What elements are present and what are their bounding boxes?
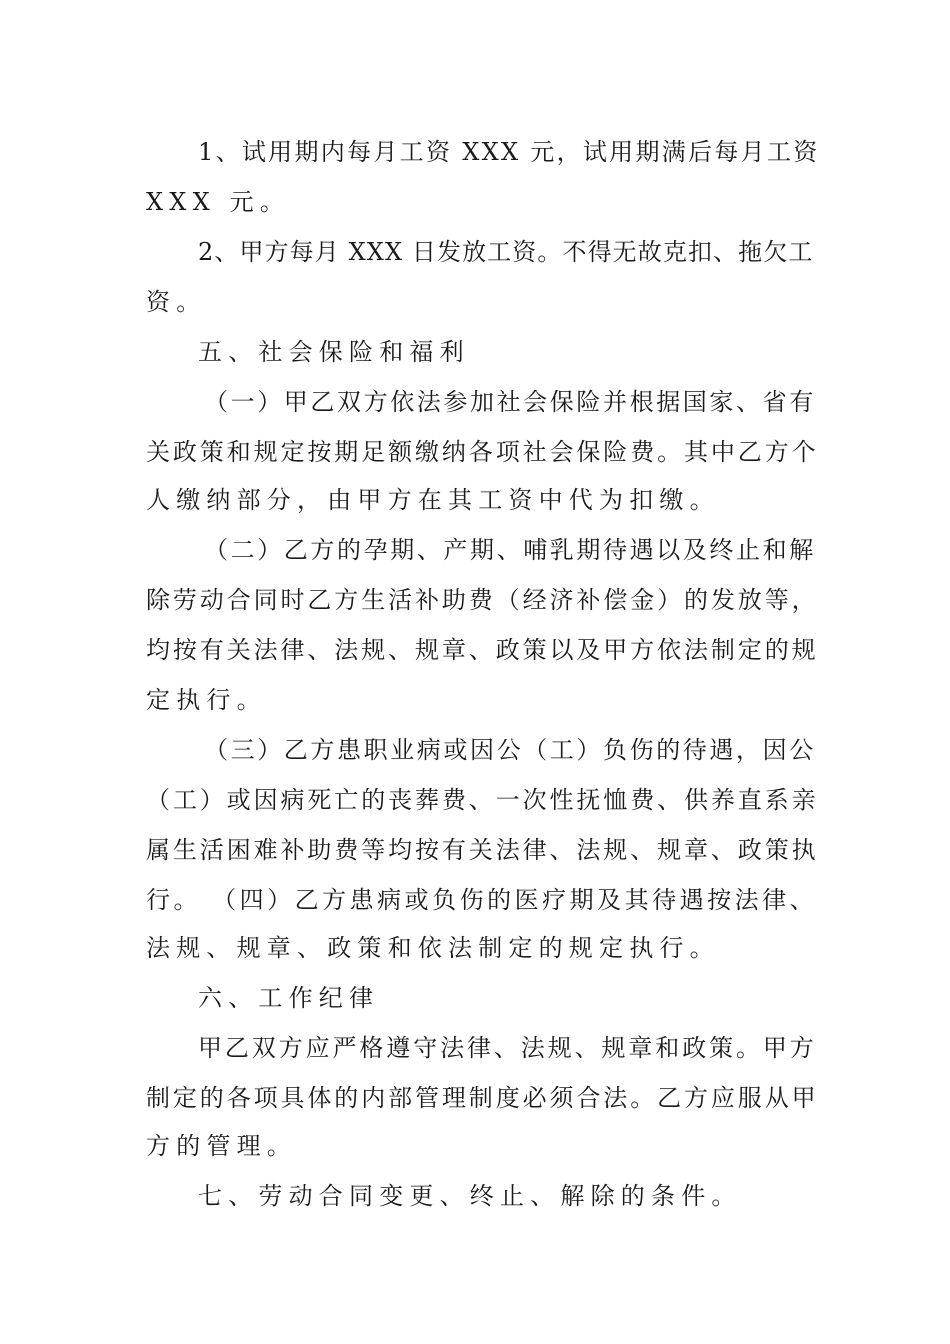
paragraph-line: （一）甲乙双方依法参加社会保险并根据国家、省有 — [204, 388, 816, 416]
paragraph-line: 资。 — [146, 288, 207, 316]
paragraph-line: 法规、规章、政策和依法制定的规定执行。 — [146, 934, 720, 962]
paragraph-line: 除劳动合同时乙方生活补助费（经济补偿金）的发放等， — [146, 586, 819, 614]
section-heading: 五、社会保险和福利 — [198, 338, 470, 366]
paragraph-line: XXX 元。 — [146, 188, 291, 216]
paragraph-line: 2、甲方每月 XXX 日发放工资。不得无故克扣、拖欠工 — [198, 238, 814, 266]
paragraph-line: 关政策和规定按期足额缴纳各项社会保险费。其中乙方个 — [146, 438, 819, 466]
paragraph-line: 甲乙双方应严格遵守法律、法规、规章和政策。甲方 — [198, 1034, 817, 1062]
paragraph-line: 行。 （四）乙方患病或负伤的医疗期及其待遇按法律、 — [146, 886, 818, 914]
section-heading: 七、劳动合同变更、终止、解除的条件。 — [198, 1182, 742, 1210]
paragraph-line: 均按有关法律、法规、规章、政策以及甲方依法制定的规 — [146, 636, 819, 664]
paragraph-line: 人缴纳部分，由甲方在其工资中代为扣缴。 — [146, 486, 720, 514]
paragraph-line: 方的管理。 — [146, 1132, 297, 1160]
paragraph-line: 属生活困难补助费等均按有关法律、法规、规章、政策执 — [146, 836, 819, 864]
section-heading: 六、工作纪律 — [198, 984, 380, 1012]
paragraph-line: （二）乙方的孕期、产期、哺乳期待遇以及终止和解 — [204, 536, 816, 564]
paragraph-line: 定执行。 — [146, 686, 267, 714]
paragraph-line: 制定的各项具体的内部管理制度必须合法。乙方应服从甲 — [146, 1084, 819, 1112]
paragraph-line: 1、试用期内每月工资 XXX 元，试用期满后每月工资 — [198, 138, 820, 166]
paragraph-line: （工）或因病死亡的丧葬费、一次性抚恤费、供养直系亲 — [146, 786, 819, 814]
paragraph-line: （三）乙方患职业病或因公（工）负伤的待遇，因公 — [204, 736, 816, 764]
